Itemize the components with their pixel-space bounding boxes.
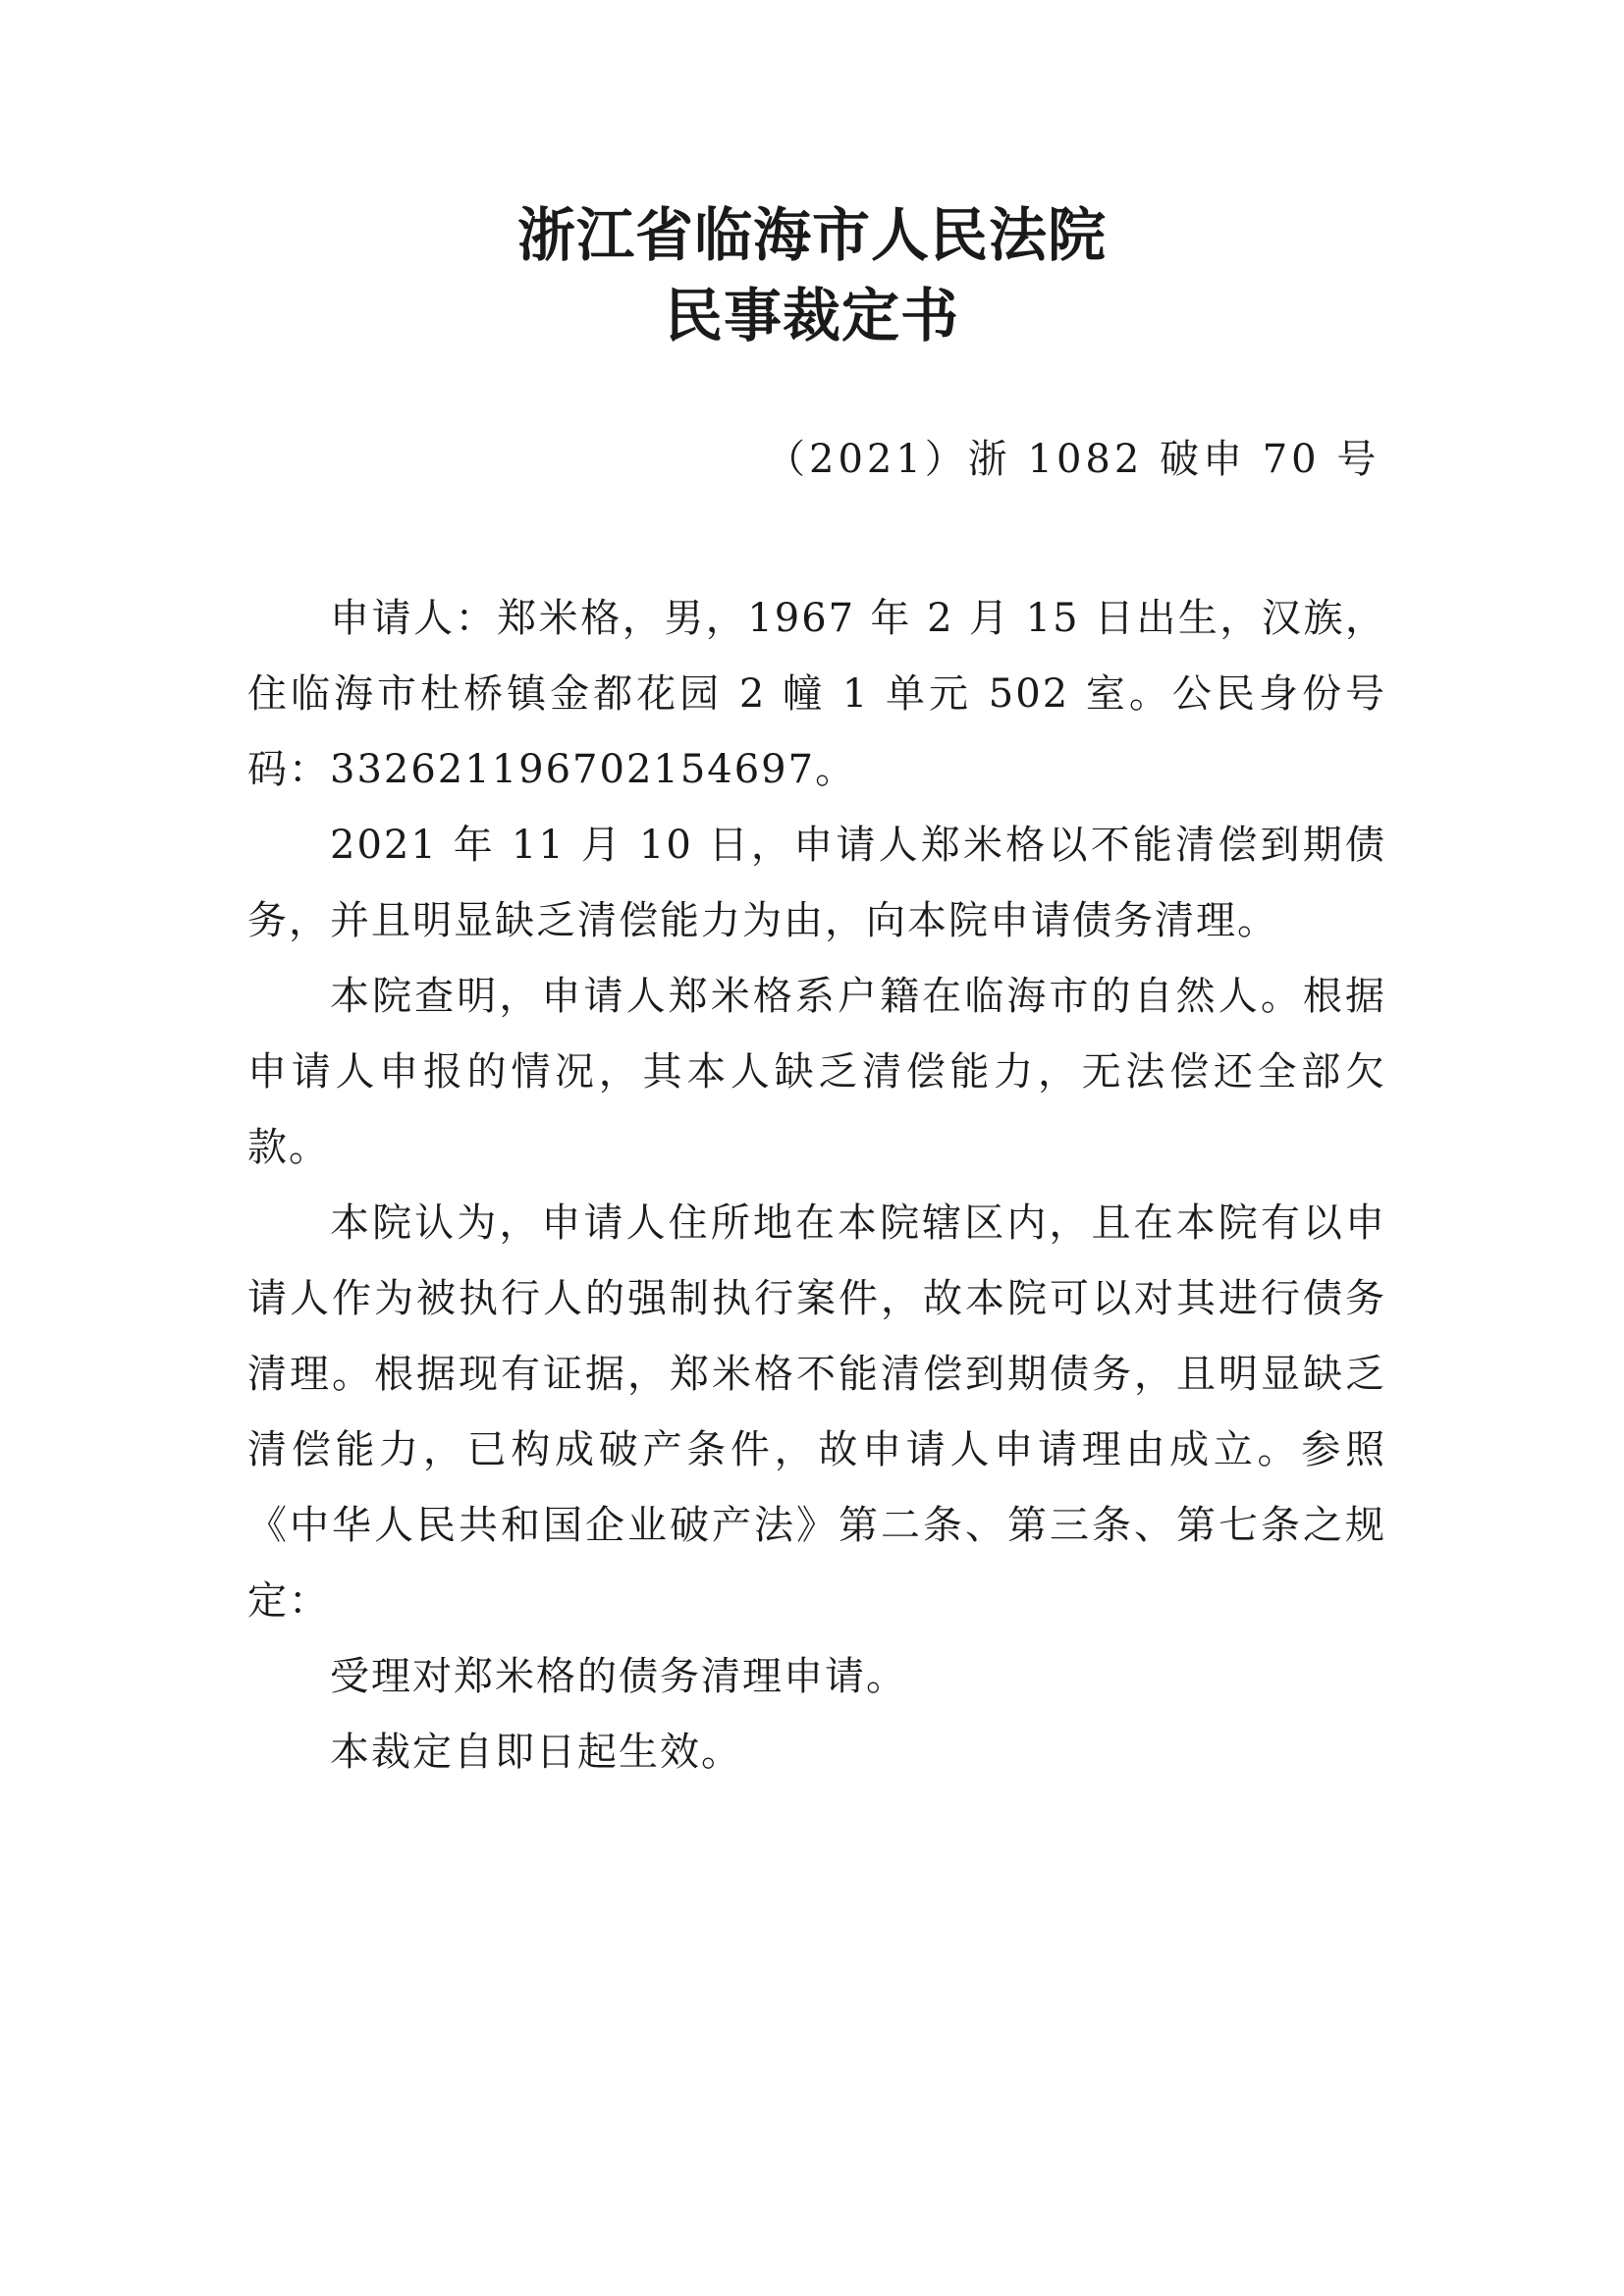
reasoning-paragraph: 本院认为，申请人住所地在本院辖区内，且在本院有以申请人作为被执行人的强制执行案件，故本院可以对其进行债务清理。根据现有证据，郑米格不能清偿到期债务，且明显缺乏清偿能力，已构成破产条件，故申请人申请理由成立。参照《中华人民共和国企业破产法》第二条、第三条、第七条之规定： [247, 1201, 1386, 1624]
application-paragraph: 2021 年 11 月 10 日，申请人郑米格以不能清偿到期债务，并且明显缺乏清偿能力为由，向本院申请债务清理。 [247, 823, 1386, 943]
ruling-paragraph: 受理对郑米格的债务清理申请。 [330, 1654, 907, 1699]
findings-paragraph: 本院查明，申请人郑米格系户籍在临海市的自然人。根据申请人申报的情况，其本人缺乏清偿能力，无法偿还全部欠款。 [247, 974, 1386, 1170]
court-name-heading: 浙江省临海市人民法院 [516, 201, 1107, 269]
document-type-heading: 民事裁定书 [664, 282, 959, 349]
effective-paragraph: 本裁定自即日起生效。 [330, 1730, 742, 1775]
applicant-info-paragraph: 申请人：郑米格，男，1967 年 2 月 15 日出生，汉族，住临海市杜桥镇金都花园 2 幢 1 单元 502 室。公民身份号码：332621196702154697。 [247, 596, 1386, 792]
case-number: （2021）浙 1082 破申 70 号 [766, 437, 1380, 482]
document-body [247, 581, 1386, 1790]
